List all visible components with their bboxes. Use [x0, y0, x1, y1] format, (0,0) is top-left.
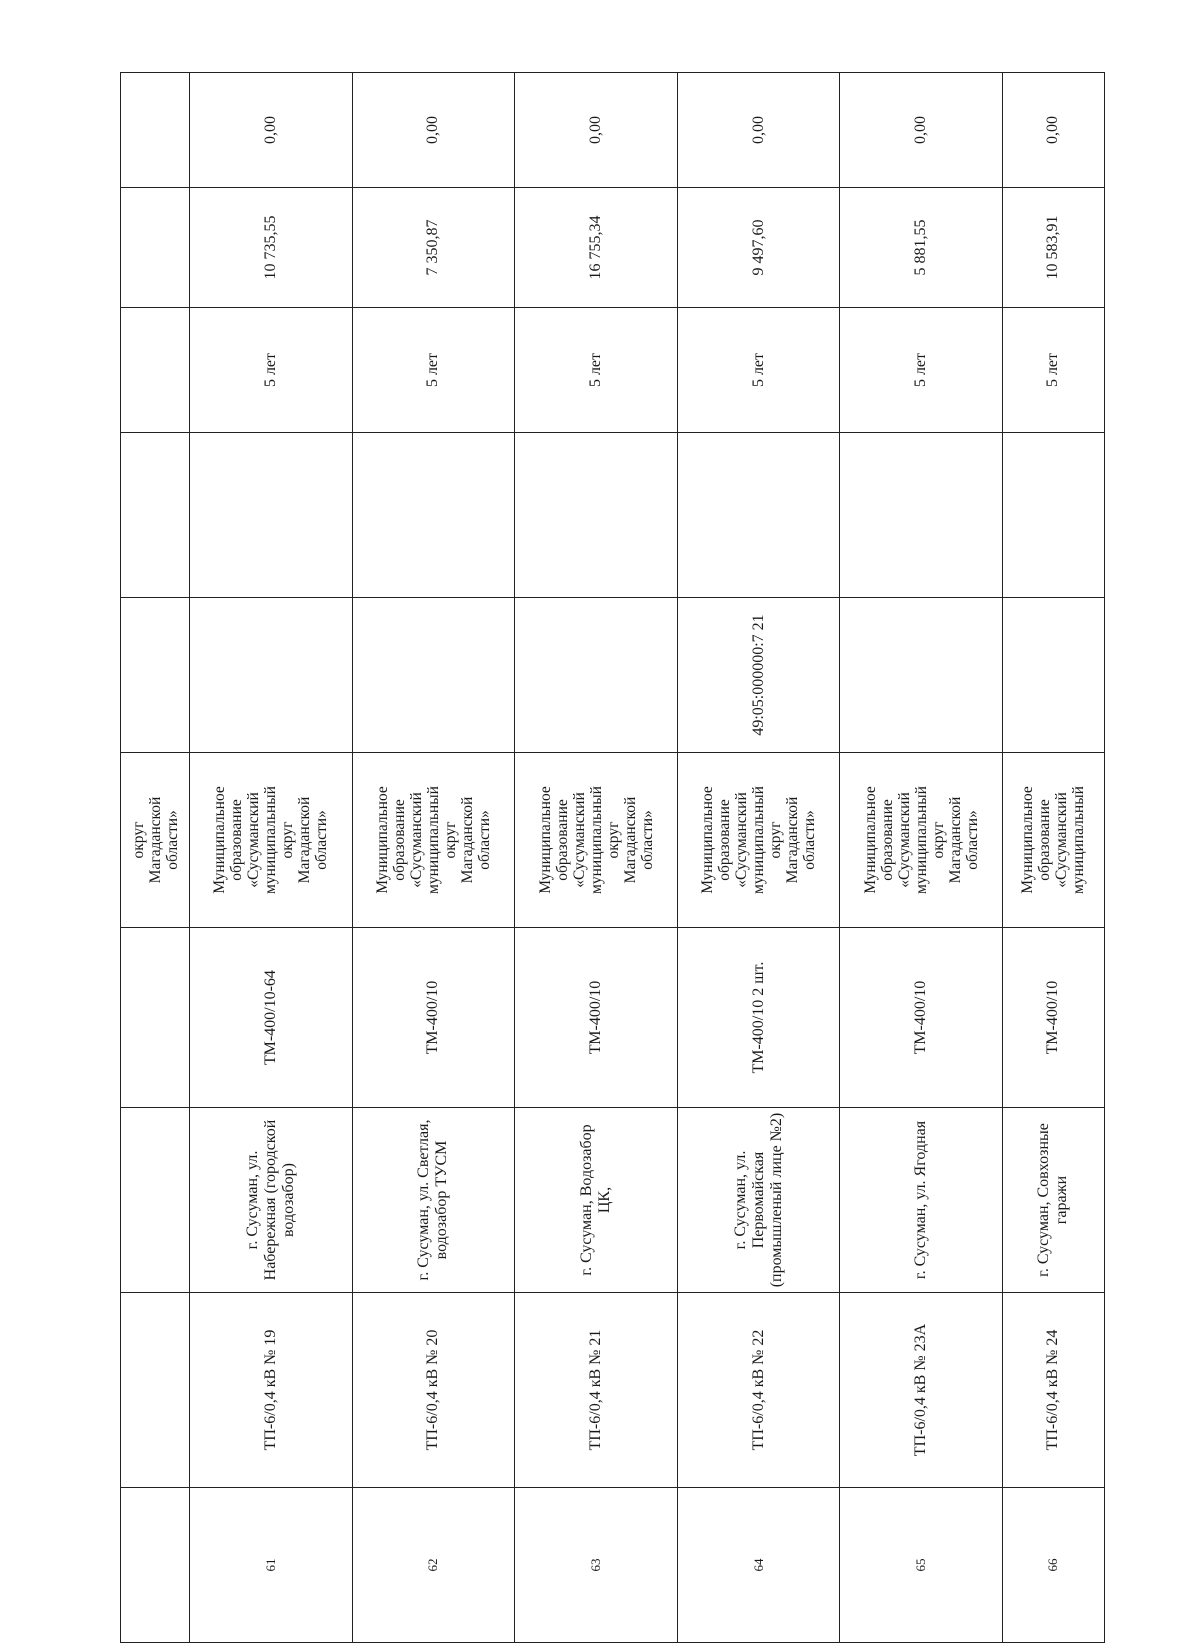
owner-line: области»	[963, 810, 981, 870]
table-row	[190, 73, 353, 1643]
owner-line: Магаданской	[296, 796, 314, 884]
cell-col6	[1002, 433, 1104, 598]
cell-term-empty	[121, 308, 190, 433]
owner-line: муниципальный	[750, 786, 768, 894]
table-row	[677, 73, 840, 1643]
owner-line: Муниципальное	[536, 786, 554, 894]
owner-line: Муниципальное	[861, 786, 879, 894]
cell-num-empty	[121, 1488, 190, 1643]
owner-line: «Сусуманский	[407, 792, 425, 888]
owner-line: «Сусуманский	[245, 792, 263, 888]
owner-line: «Сусуманский	[1053, 792, 1071, 888]
cell-cadastral-empty	[121, 598, 190, 753]
cell-object-name: ТП-6/0,4 кВ № 21	[515, 1293, 678, 1488]
cell-object-name: ТП-6/0,4 кВ № 19	[190, 1293, 353, 1488]
cell-cadastral-number	[840, 598, 1003, 753]
cell-residual-value: 0,00	[840, 73, 1003, 188]
cell-cadastral-number	[352, 598, 515, 753]
cell-term: 5 лет	[1002, 308, 1104, 433]
cell-cadastral-number: 49:05:000000:7 21	[677, 598, 840, 753]
cell-object-name: ТП-6/0,4 кВ № 24	[1002, 1293, 1104, 1488]
owner-line: области»	[638, 810, 656, 870]
cell-address: г. Сусуман, ул. Ягодная	[840, 1108, 1003, 1293]
cell-owner	[515, 753, 678, 928]
cell-address: г. Сусуман, Совхозные гаражи	[1002, 1108, 1104, 1293]
owner-line: области»	[313, 810, 331, 870]
cell-owner	[1002, 753, 1104, 928]
cell-row-number: 63	[515, 1488, 678, 1643]
cell-residual-empty	[121, 73, 190, 188]
owner-line: Магаданской	[458, 796, 476, 884]
cell-cadastral-number	[190, 598, 353, 753]
cell-owner	[677, 753, 840, 928]
owner-line: образование	[390, 799, 408, 881]
cell-cadastral-number	[1002, 598, 1104, 753]
cell-owner	[352, 753, 515, 928]
table-row	[352, 73, 515, 1643]
cell-equipment: ТМ-400/10-64	[190, 928, 353, 1108]
owner-line: Магаданской	[621, 796, 639, 884]
cell-row-number: 64	[677, 1488, 840, 1643]
table-row	[515, 73, 678, 1643]
cell-address: г. Сусуман, ул. Светлая, водозабор ТУСМ	[352, 1108, 515, 1293]
owner-line: округ	[441, 821, 459, 859]
owner-line: «Сусуманский	[895, 792, 913, 888]
cell-row-number: 62	[352, 1488, 515, 1643]
owner-line: образование	[228, 799, 246, 881]
owner-line: округ	[129, 821, 147, 859]
cell-col6	[190, 433, 353, 598]
table-row	[840, 73, 1003, 1643]
owner-line: Магаданской	[146, 796, 164, 884]
cell-col6-empty	[121, 433, 190, 598]
cell-residual-value: 0,00	[677, 73, 840, 188]
property-register-table	[120, 72, 1105, 1643]
cell-equipment: ТМ-400/10	[352, 928, 515, 1108]
cell-row-number: 65	[840, 1488, 1003, 1643]
table-row-continuation	[121, 73, 190, 1643]
cell-object-name: ТП-6/0,4 кВ № 23А	[840, 1293, 1003, 1488]
owner-line: «Сусуманский	[570, 792, 588, 888]
cell-owner	[840, 753, 1003, 928]
cell-term: 5 лет	[840, 308, 1003, 433]
cell-cost: 10 583,91	[1002, 188, 1104, 308]
cell-residual-value: 0,00	[515, 73, 678, 188]
owner-line: области»	[801, 810, 819, 870]
owner-line: образование	[553, 799, 571, 881]
cell-residual-value: 0,00	[190, 73, 353, 188]
cell-equipment: ТМ-400/10	[515, 928, 678, 1108]
cell-address-empty	[121, 1108, 190, 1293]
owner-line: образование	[716, 799, 734, 881]
cell-equipment: ТМ-400/10	[840, 928, 1003, 1108]
owner-line: Муниципальное	[211, 786, 229, 894]
owner-line: муниципальный	[587, 786, 605, 894]
cell-term: 5 лет	[190, 308, 353, 433]
cell-address: г. Сусуман, ул. Первомайская (промышленый лице №2)	[677, 1108, 840, 1293]
cell-object-name: ТП-6/0,4 кВ № 22	[677, 1293, 840, 1488]
owner-line: области»	[475, 810, 493, 870]
cell-term: 5 лет	[352, 308, 515, 433]
cell-name-empty	[121, 1293, 190, 1488]
owner-line: округ	[767, 821, 785, 859]
cell-equipment: ТМ-400/10 2 шт.	[677, 928, 840, 1108]
cell-address: г. Сусуман, ул. Набережная (городской водозабор)	[190, 1108, 353, 1293]
cell-cost-empty	[121, 188, 190, 308]
cell-col6	[515, 433, 678, 598]
cell-owner	[190, 753, 353, 928]
owner-line: муниципальный	[1070, 786, 1088, 894]
owner-line: округ	[929, 821, 947, 859]
cell-term: 5 лет	[515, 308, 678, 433]
cell-owner-continuation	[121, 753, 190, 928]
owner-line: Магаданской	[784, 796, 802, 884]
owner-line: муниципальный	[262, 786, 280, 894]
cell-cost: 5 881,55	[840, 188, 1003, 308]
owner-line: Магаданской	[946, 796, 964, 884]
cell-residual-value: 0,00	[352, 73, 515, 188]
owner-line: муниципальный	[912, 786, 930, 894]
cell-cost: 16 755,34	[515, 188, 678, 308]
cell-col6	[352, 433, 515, 598]
owner-line: муниципальный	[424, 786, 442, 894]
cell-residual-value: 0,00	[1002, 73, 1104, 188]
cell-cadastral-number	[515, 598, 678, 753]
owner-line: округ	[279, 821, 297, 859]
cell-cost: 9 497,60	[677, 188, 840, 308]
cell-equipment-empty	[121, 928, 190, 1108]
table-row	[1002, 73, 1104, 1643]
cell-cost: 10 735,55	[190, 188, 353, 308]
owner-line: Муниципальное	[373, 786, 391, 894]
owner-line: образование	[878, 799, 896, 881]
cell-row-number: 61	[190, 1488, 353, 1643]
owner-line: «Сусуманский	[733, 792, 751, 888]
cell-col6	[677, 433, 840, 598]
cell-equipment: ТМ-400/10	[1002, 928, 1104, 1108]
cell-term: 5 лет	[677, 308, 840, 433]
owner-line: округ	[604, 821, 622, 859]
cell-address: г. Сусуман, Водозабор ЦК,	[515, 1108, 678, 1293]
owner-line: Муниципальное	[1019, 786, 1037, 894]
cell-row-number: 66	[1002, 1488, 1104, 1643]
register-body	[121, 73, 1105, 1643]
cell-col6	[840, 433, 1003, 598]
owner-line: области»	[163, 810, 181, 870]
owner-line: образование	[1036, 799, 1054, 881]
cell-object-name: ТП-6/0,4 кВ № 20	[352, 1293, 515, 1488]
cell-cost: 7 350,87	[352, 188, 515, 308]
rotated-document-page	[120, 73, 1105, 1643]
owner-line: Муниципальное	[699, 786, 717, 894]
